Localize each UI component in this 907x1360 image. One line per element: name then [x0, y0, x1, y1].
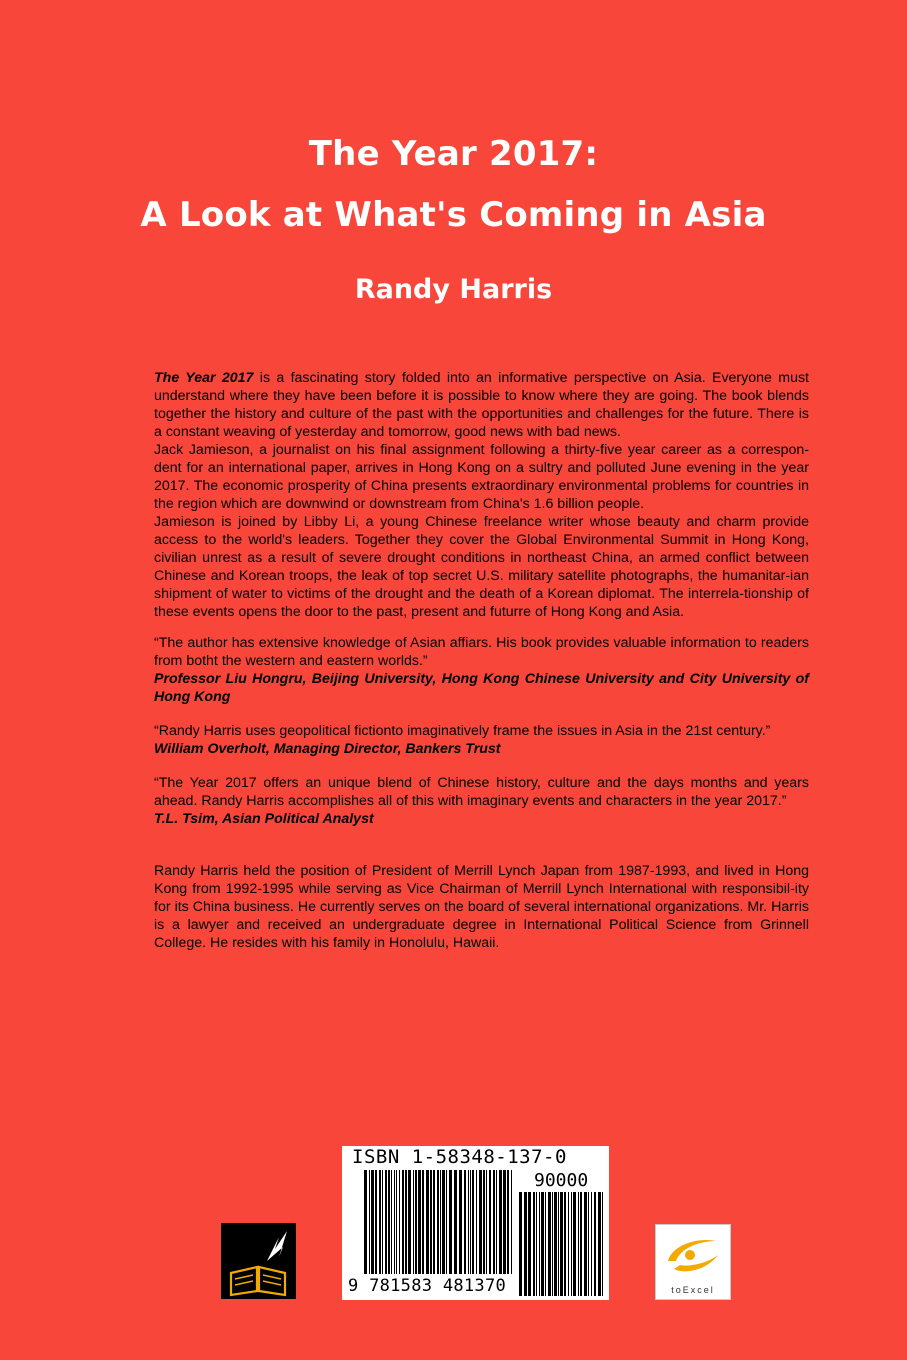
- barcode-bar: [399, 1170, 400, 1274]
- barcode-bar: [479, 1170, 482, 1274]
- review-3: [154, 774, 809, 828]
- barcode-bar: [489, 1170, 491, 1274]
- barcode-bar: [499, 1170, 502, 1274]
- barcode-bar: [533, 1192, 535, 1296]
- review-attribution: Professor Liu Hongru, Beijing University, Hong Kong Chinese University and City University of Hong Kong: [154, 671, 809, 705]
- publisher-logo-right: [655, 1224, 731, 1300]
- barcode-bar: [396, 1170, 397, 1274]
- barcode-bar: [554, 1192, 557, 1296]
- barcode-bar: [511, 1170, 512, 1274]
- barcode-bar: [486, 1170, 487, 1274]
- review-2: [154, 722, 809, 758]
- barcode-bar: [558, 1192, 559, 1296]
- barcode-bar: [468, 1170, 469, 1274]
- barcode-bar: [364, 1170, 367, 1274]
- barcode-bar: [552, 1192, 553, 1296]
- review-quote: “The author has extensive knowledge of Asian affiars. His book provides valuable information to readers from botht the western and eastern worlds.”: [154, 635, 809, 669]
- barcode-bar: [418, 1170, 421, 1274]
- barcode-bar: [413, 1170, 414, 1274]
- barcode-bar: [394, 1170, 395, 1274]
- review-1: [154, 634, 809, 706]
- review-attribution: T.L. Tsim, Asian Political Analyst: [154, 811, 374, 827]
- barcode-bar: [449, 1170, 452, 1274]
- barcode-bar: [433, 1170, 435, 1274]
- barcode-bar: [483, 1170, 485, 1274]
- barcode-bar: [470, 1170, 471, 1274]
- barcode-bar: [602, 1192, 603, 1296]
- isbn-barcode: [342, 1146, 609, 1300]
- barcode-bar: [493, 1170, 495, 1274]
- barcode-bar: [524, 1192, 527, 1296]
- barcode-bar: [446, 1170, 447, 1274]
- barcode-bar: [385, 1170, 387, 1274]
- barcode-bar: [375, 1170, 377, 1274]
- publisher-name: toExcel: [671, 1285, 715, 1295]
- book-title-line-1: The Year 2017:: [308, 134, 599, 174]
- barcode-bar: [464, 1170, 466, 1274]
- addon-bars: [519, 1192, 603, 1296]
- author-name: Randy Harris: [354, 274, 553, 305]
- barcode-bar: [422, 1170, 424, 1274]
- barcode-bar: [472, 1170, 474, 1274]
- review-quote: “Randy Harris uses geopolitical fictionto imaginatively frame the issues in Asia in the 21st century.”: [154, 723, 771, 739]
- barcode-bar: [379, 1170, 381, 1274]
- review-attribution: William Overholt, Managing Director, Bankers Trust: [154, 741, 501, 757]
- barcode-bar: [382, 1170, 383, 1274]
- barcode-bar: [564, 1192, 566, 1296]
- ean-digits: 9 781583 481370: [348, 1276, 507, 1296]
- barcode-bar: [369, 1170, 370, 1274]
- barcode-bar: [402, 1170, 404, 1274]
- barcode-bar: [571, 1192, 572, 1296]
- barcode-bar: [503, 1170, 506, 1274]
- barcode-bar: [548, 1192, 551, 1296]
- barcode-bar: [496, 1170, 497, 1274]
- barcode-bar: [594, 1192, 596, 1296]
- barcode-bar: [591, 1192, 592, 1296]
- swoosh-logo-icon: [656, 1225, 730, 1283]
- description-lead-title: The Year 2017: [154, 370, 254, 386]
- barcode-bar: [560, 1192, 563, 1296]
- addon-code: 90000: [534, 1170, 589, 1191]
- author-bio: Randy Harris held the position of President of Merrill Lynch Japan from 1987-1993, and lived in Hong Kong from 1992-1995 while serving as Vice Chairman of Merrill Lynch International with responsibil-ity for its China business. He currently serves on the board of several international organizations. Mr. Harris is a lawyer and received an undergraduate degree in International Political Science from Grinnell College. He resides with his family in Honolulu, Hawaii.: [154, 863, 809, 951]
- review-quote: “The Year 2017 offers an unique blend of Chinese history, culture and the days months and years ahead. Randy Harris accomplishes all of this with imaginary events and characters in the year 2017.”: [154, 775, 809, 809]
- barcode-bar: [536, 1192, 537, 1296]
- description-paragraph-3: Jamieson is joined by Libby Li, a young Chinese freelance writer whose beauty and charm provide access to the world's leaders. Together they cover the Global Environmental Summit in Hong Kong, civilian unrest as a result of severe drought conditions in northeast China, an armed conflict between Chinese and Korean troops, the leak of top secret U.S. military satellite photographs, the humanitar-ian shipment of water to victims of the drought and the death of a Korean diplomat. The interrela-tionship of these events opens the door to the past, present and futurre of Hong Kong and Asia.: [154, 514, 809, 620]
- barcode-bar: [476, 1170, 477, 1274]
- barcode-bar: [519, 1192, 522, 1296]
- ean-bars: [364, 1170, 512, 1274]
- barcode-bar: [442, 1170, 445, 1274]
- barcode-bar: [573, 1192, 576, 1296]
- barcode-bar: [426, 1170, 429, 1274]
- barcode-bar: [541, 1192, 544, 1296]
- isbn-label: ISBN 1-58348-137-0: [352, 1146, 567, 1168]
- barcode-bar: [454, 1170, 457, 1274]
- description-paragraph-2: Jack Jamieson, a journalist on his final assignment following a thirty-five year career as a correspon-dent for an international paper, arrives in Hong Kong on a sultry and polluted June evening in the year 2017. The economic prosperity of China presents extraordinary environmental problems for countries in the region which are downwind or downstream from China's 1.6 billion people.: [154, 442, 809, 512]
- open-book-icon: [221, 1223, 296, 1299]
- barcode-bar: [545, 1192, 546, 1296]
- barcode-bar: [584, 1192, 587, 1296]
- publisher-logo-left: [221, 1223, 296, 1299]
- barcode-bar: [568, 1192, 569, 1296]
- barcode-bar: [539, 1192, 540, 1296]
- book-title-line-2: A Look at What's Coming in Asia: [140, 195, 767, 235]
- barcode-bar: [588, 1192, 589, 1296]
- barcode-bar: [459, 1170, 462, 1274]
- barcode-bar: [598, 1192, 601, 1296]
- book-description: [154, 369, 809, 621]
- barcode-bar: [388, 1170, 390, 1274]
- barcode-bar: [578, 1192, 579, 1296]
- barcode-bar: [507, 1170, 509, 1274]
- barcode-bar: [528, 1192, 531, 1296]
- barcode-bar: [440, 1170, 441, 1274]
- description-paragraph-1-text: is a fascinating story folded into an informative perspective on Asia. Everyone must understand where they have been before it is possible to know where they are going. The book blends together the history and culture of the past with the opportunities and challenges for the future. There is a constant weaving of yesterday and tomorrow, good news with bad news.: [154, 370, 810, 440]
- barcode-bar: [405, 1170, 407, 1274]
- barcode-bar: [391, 1170, 392, 1274]
- description-paragraph-1: [154, 369, 809, 441]
- barcode-bar: [371, 1170, 374, 1274]
- barcode-bar: [408, 1170, 411, 1274]
- barcode-bar: [580, 1192, 582, 1296]
- barcode-bar: [415, 1170, 417, 1274]
- barcode-bar: [430, 1170, 432, 1274]
- barcode-bar: [437, 1170, 439, 1274]
